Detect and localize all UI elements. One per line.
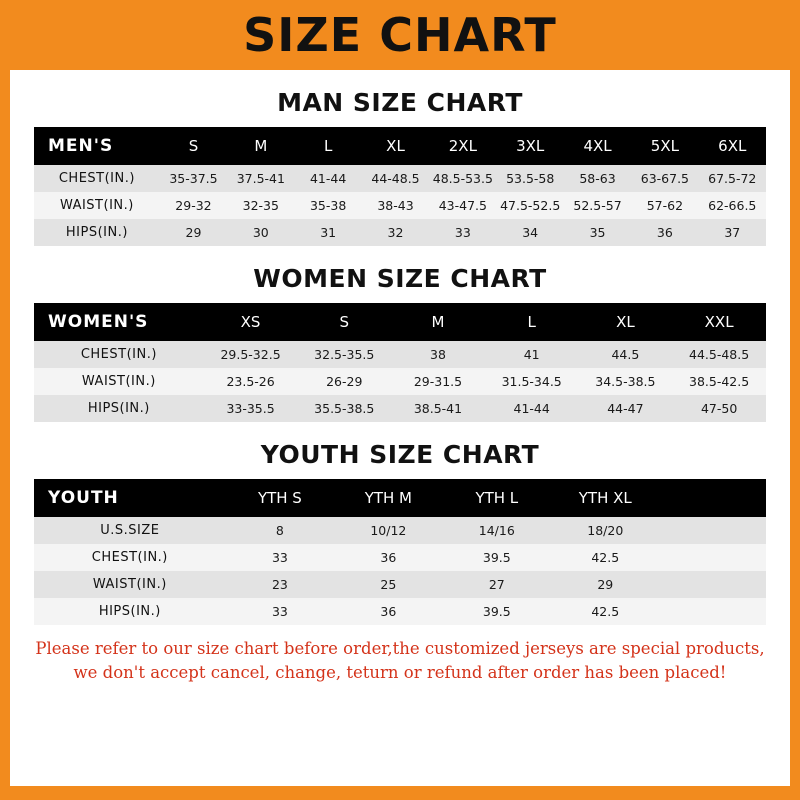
- men-header-2xl: 2XL: [429, 127, 496, 165]
- men-waist-4xl: 52.5-57: [564, 192, 631, 219]
- men-row-waist-label: WAIST(IN.): [34, 192, 160, 219]
- men-waist-5xl: 57-62: [631, 192, 698, 219]
- women-row-waist-label: WAIST(IN.): [34, 368, 204, 395]
- men-chest-4xl: 58-63: [564, 165, 631, 192]
- men-header-3xl: 3XL: [497, 127, 564, 165]
- youth-header-spacer: [660, 479, 766, 517]
- women-hips-m: 38.5-41: [391, 395, 485, 422]
- men-waist-3xl: 47.5-52.5: [497, 192, 564, 219]
- men-waist-2xl: 43-47.5: [429, 192, 496, 219]
- men-hips-l: 31: [294, 219, 361, 246]
- women-row-chest-label: CHEST(IN.): [34, 341, 204, 368]
- men-header-xl: XL: [362, 127, 429, 165]
- men-chest-5xl: 63-67.5: [631, 165, 698, 192]
- men-hips-s: 29: [160, 219, 227, 246]
- youth-waist-xl: 29: [551, 571, 660, 598]
- table-header-row: [34, 479, 766, 517]
- return-policy-note: [10, 625, 790, 685]
- table-row: [34, 192, 766, 219]
- youth-waist-spacer: [660, 571, 766, 598]
- men-waist-m: 32-35: [227, 192, 294, 219]
- table-row: [34, 165, 766, 192]
- men-header-label: MEN'S: [34, 127, 160, 165]
- youth-section-title: YOUTH SIZE CHART: [260, 440, 540, 469]
- table-header-row: [34, 127, 766, 165]
- men-header-s: S: [160, 127, 227, 165]
- men-header-6xl: 6XL: [699, 127, 766, 165]
- women-header-label: WOMEN'S: [34, 303, 204, 341]
- men-chest-xl: 44-48.5: [362, 165, 429, 192]
- men-row-hips-label: HIPS(IN.): [34, 219, 160, 246]
- women-header-l: L: [485, 303, 579, 341]
- youth-header-l: YTH L: [443, 479, 551, 517]
- youth-table-body: [34, 517, 766, 625]
- table-row: [34, 544, 766, 571]
- men-chest-2xl: 48.5-53.5: [429, 165, 496, 192]
- note-line-1: Please refer to our size chart before order,the customized jerseys are special products,: [35, 639, 765, 658]
- men-hips-xl: 32: [362, 219, 429, 246]
- women-hips-xl: 44-47: [579, 395, 673, 422]
- men-section-title: MAN SIZE CHART: [277, 88, 523, 117]
- women-waist-s: 26-29: [297, 368, 391, 395]
- women-header-xl: XL: [579, 303, 673, 341]
- youth-waist-m: 25: [334, 571, 442, 598]
- youth-hips-l: 39.5: [443, 598, 551, 625]
- men-size-table: [34, 127, 766, 246]
- women-table-head: [34, 303, 766, 341]
- women-waist-xs: 23.5-26: [204, 368, 298, 395]
- women-chest-l: 41: [485, 341, 579, 368]
- table-header-row: [34, 303, 766, 341]
- youth-waist-l: 27: [443, 571, 551, 598]
- women-waist-l: 31.5-34.5: [485, 368, 579, 395]
- youth-header-label: YOUTH: [34, 479, 226, 517]
- youth-ussize-xl: 18/20: [551, 517, 660, 544]
- table-row: [34, 219, 766, 246]
- youth-chest-l: 39.5: [443, 544, 551, 571]
- men-size-chart-section: [10, 88, 790, 246]
- men-header-l: L: [294, 127, 361, 165]
- page-footer-bar: [0, 786, 800, 800]
- women-hips-xxl: 47-50: [672, 395, 766, 422]
- women-header-xxl: XXL: [672, 303, 766, 341]
- youth-hips-s: 33: [226, 598, 334, 625]
- youth-row-hips-label: HIPS(IN.): [34, 598, 226, 625]
- women-chest-xl: 44.5: [579, 341, 673, 368]
- women-header-xs: XS: [204, 303, 298, 341]
- men-waist-l: 35-38: [294, 192, 361, 219]
- women-row-hips-label: HIPS(IN.): [34, 395, 204, 422]
- men-row-chest-label: CHEST(IN.): [34, 165, 160, 192]
- youth-header-xl: YTH XL: [551, 479, 660, 517]
- men-waist-6xl: 62-66.5: [699, 192, 766, 219]
- men-hips-3xl: 34: [497, 219, 564, 246]
- youth-size-table: [34, 479, 766, 625]
- youth-ussize-s: 8: [226, 517, 334, 544]
- youth-ussize-m: 10/12: [334, 517, 442, 544]
- youth-row-chest-label: CHEST(IN.): [34, 544, 226, 571]
- table-row: [34, 517, 766, 544]
- youth-size-chart-section: [10, 440, 790, 625]
- women-table-body: [34, 341, 766, 422]
- women-hips-l: 41-44: [485, 395, 579, 422]
- women-waist-xl: 34.5-38.5: [579, 368, 673, 395]
- women-hips-s: 35.5-38.5: [297, 395, 391, 422]
- men-hips-m: 30: [227, 219, 294, 246]
- note-line-2: we don't accept cancel, change, teturn or refund after order has been placed!: [73, 662, 727, 682]
- women-chest-xxl: 44.5-48.5: [672, 341, 766, 368]
- men-chest-3xl: 53.5-58: [497, 165, 564, 192]
- youth-chest-xl: 42.5: [551, 544, 660, 571]
- youth-chest-spacer: [660, 544, 766, 571]
- men-header-4xl: 4XL: [564, 127, 631, 165]
- youth-hips-spacer: [660, 598, 766, 625]
- men-header-m: M: [227, 127, 294, 165]
- youth-table-head: [34, 479, 766, 517]
- youth-ussize-spacer: [660, 517, 766, 544]
- women-size-chart-section: [10, 264, 790, 422]
- men-chest-6xl: 67.5-72: [699, 165, 766, 192]
- men-waist-s: 29-32: [160, 192, 227, 219]
- women-hips-xs: 33-35.5: [204, 395, 298, 422]
- men-chest-s: 35-37.5: [160, 165, 227, 192]
- youth-waist-s: 23: [226, 571, 334, 598]
- men-hips-2xl: 33: [429, 219, 496, 246]
- youth-hips-m: 36: [334, 598, 442, 625]
- table-row: [34, 395, 766, 422]
- women-header-s: S: [297, 303, 391, 341]
- youth-row-waist-label: WAIST(IN.): [34, 571, 226, 598]
- men-hips-5xl: 36: [631, 219, 698, 246]
- youth-header-m: YTH M: [334, 479, 442, 517]
- table-row: [34, 571, 766, 598]
- youth-hips-xl: 42.5: [551, 598, 660, 625]
- men-chest-m: 37.5-41: [227, 165, 294, 192]
- youth-chest-s: 33: [226, 544, 334, 571]
- table-row: [34, 598, 766, 625]
- men-chest-l: 41-44: [294, 165, 361, 192]
- youth-chest-m: 36: [334, 544, 442, 571]
- women-chest-s: 32.5-35.5: [297, 341, 391, 368]
- women-header-m: M: [391, 303, 485, 341]
- table-row: [34, 341, 766, 368]
- men-header-5xl: 5XL: [631, 127, 698, 165]
- women-chest-m: 38: [391, 341, 485, 368]
- table-row: [34, 368, 766, 395]
- youth-header-s: YTH S: [226, 479, 334, 517]
- youth-row-ussize-label: U.S.SIZE: [34, 517, 226, 544]
- men-hips-6xl: 37: [699, 219, 766, 246]
- men-waist-xl: 38-43: [362, 192, 429, 219]
- women-chest-xs: 29.5-32.5: [204, 341, 298, 368]
- women-size-table: [34, 303, 766, 422]
- women-section-title: WOMEN SIZE CHART: [253, 264, 547, 293]
- men-table-body: [34, 165, 766, 246]
- women-waist-xxl: 38.5-42.5: [672, 368, 766, 395]
- men-hips-4xl: 35: [564, 219, 631, 246]
- page-title: SIZE CHART: [243, 8, 557, 62]
- youth-ussize-l: 14/16: [443, 517, 551, 544]
- men-table-head: [34, 127, 766, 165]
- page-header-bar: [0, 0, 800, 70]
- women-waist-m: 29-31.5: [391, 368, 485, 395]
